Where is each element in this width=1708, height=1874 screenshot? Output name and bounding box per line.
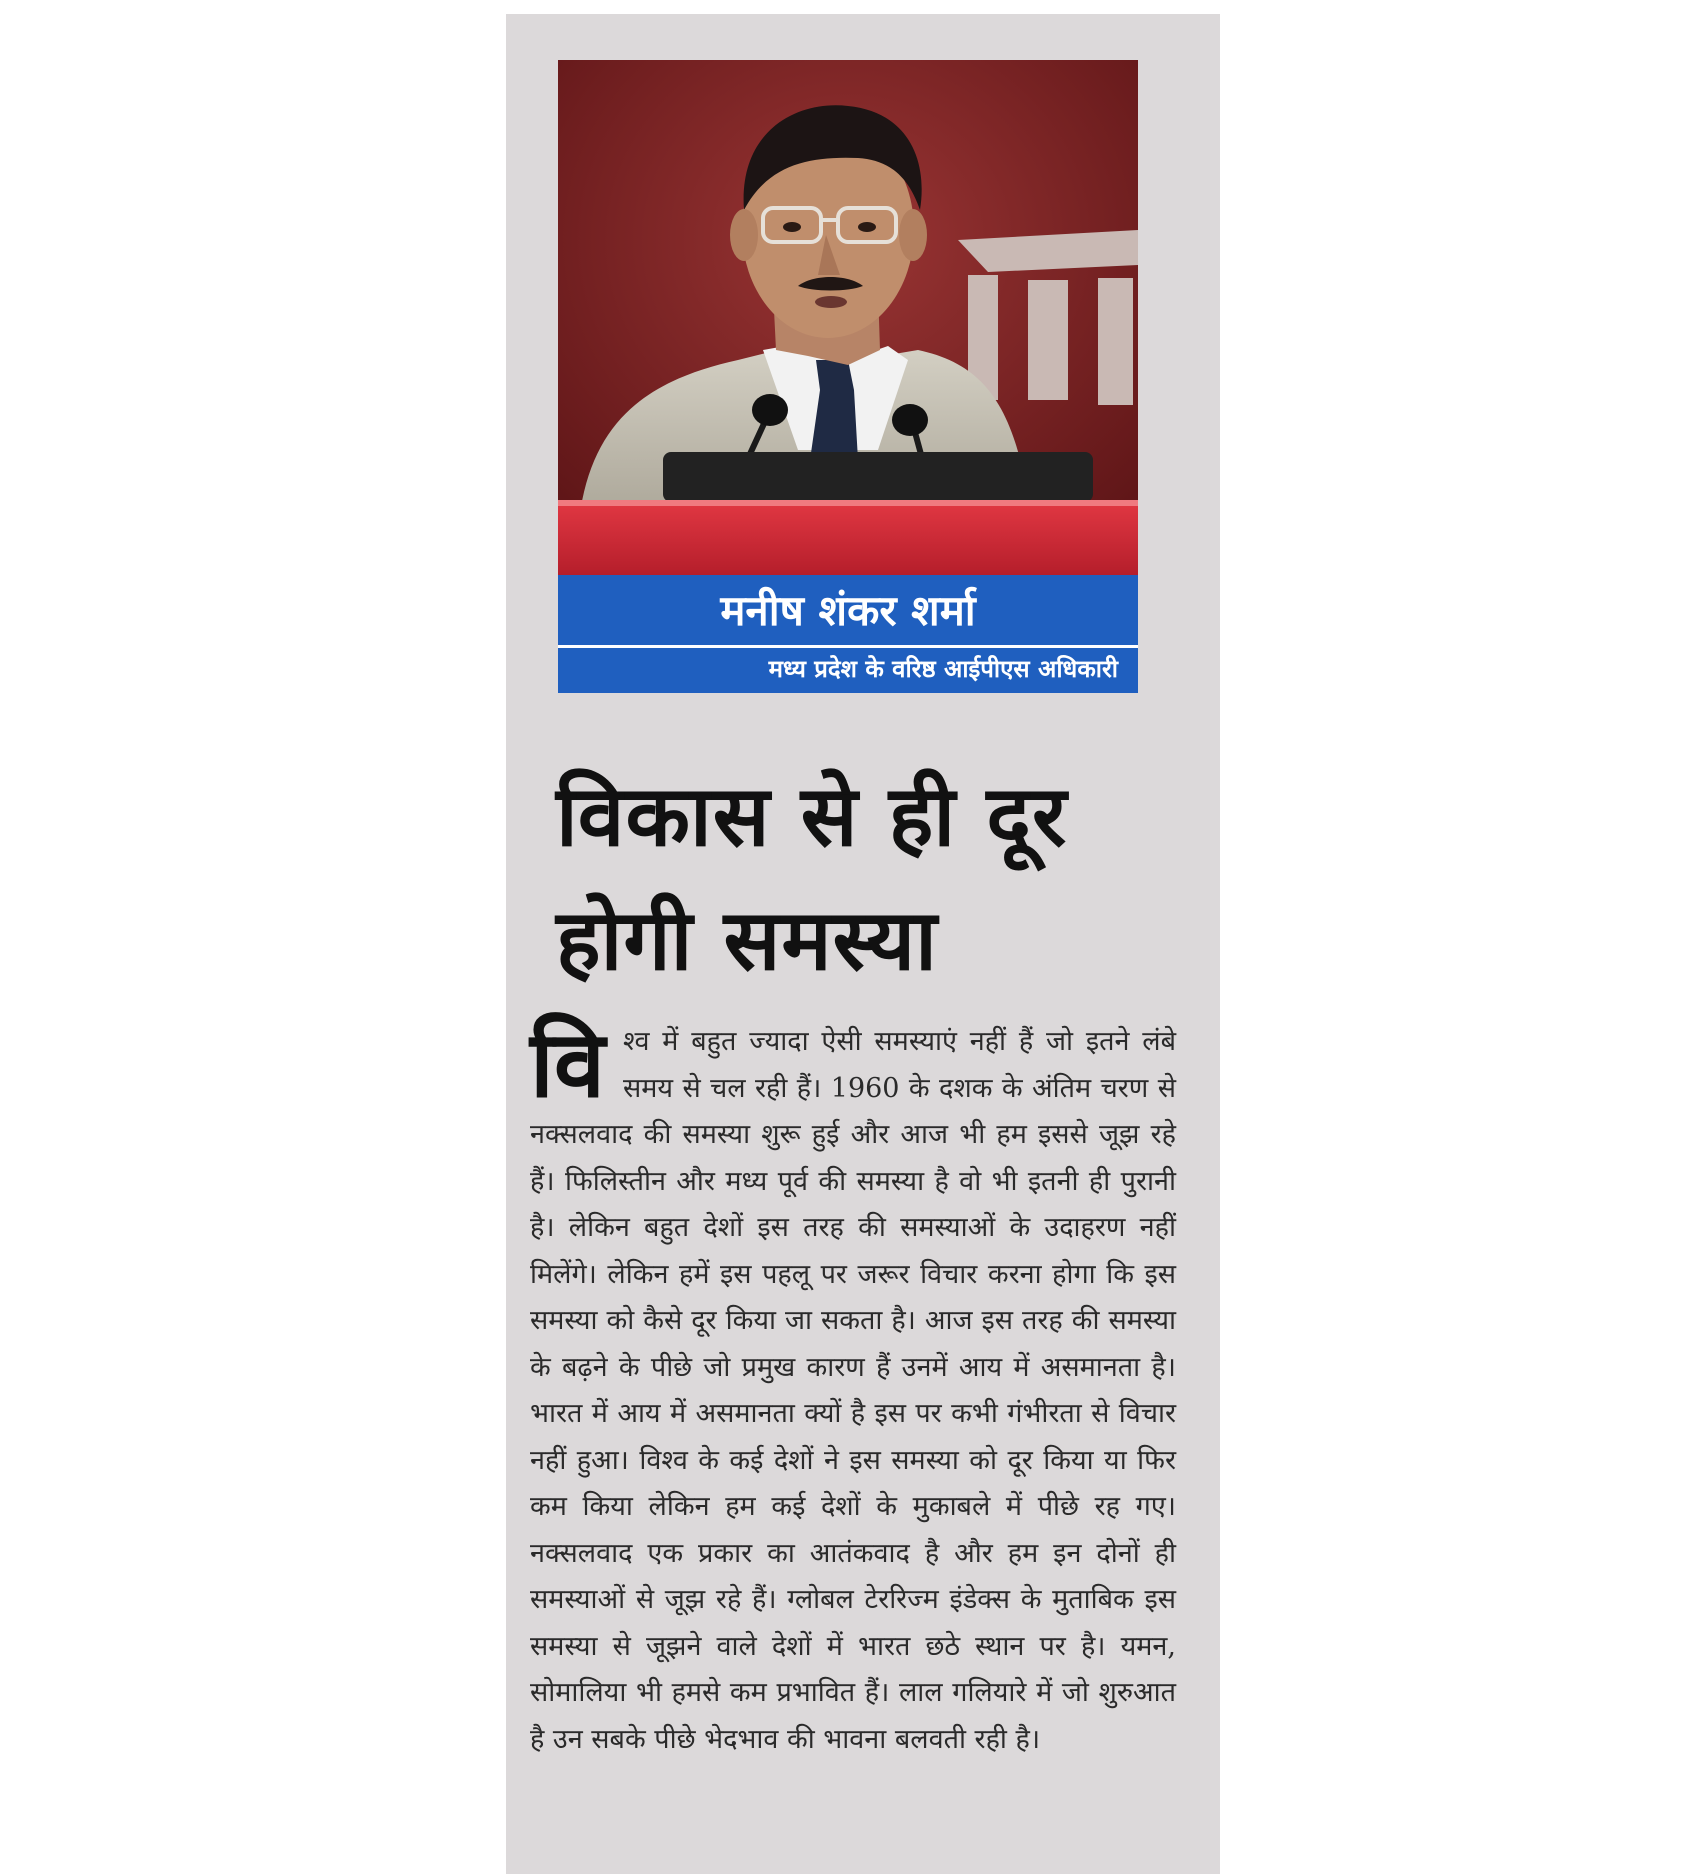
article-body	[530, 1011, 1176, 1763]
author-photo	[558, 60, 1138, 575]
caption-divider	[558, 645, 1138, 648]
drop-cap: वि	[530, 1011, 605, 1118]
author-caption	[558, 575, 1138, 693]
article-text: श्व में बहुत ज्यादा ऐसी समस्याएं नहीं हैं जो इतने लंबे समय से चल रही हैं। 1960 के दशक के अंतिम चरण से नक्सलवाद की समस्या शुरू हुई और आज भी हम इससे जूझ रहे हैं। फिलिस्तीन और मध्य पूर्व की समस्या है वो भी इतनी ही पुरानी है। लेकिन बहुत देशों इस तरह की समस्याओं के उदाहरण नहीं मिलेंगे। लेकिन हमें इस पहलू पर जरूर विचार करना होगा कि इस समस्या को कैसे दूर किया जा सकता है। आज इस तरह की समस्या के बढ़ने के पीछे जो प्रमुख कारण हैं उनमें आय में असमानता है। भारत में आय में असमानता क्यों है इस पर कभी गंभीरता से विचार नहीं हुआ। विश्व के कई देशों ने इस समस्या को दूर किया या फिर कम किया लेकिन हम कई देशों के मुकाबले में पीछे रह गए। नक्सलवाद एक प्रकार का आतंकवाद है और हम इन दोनों ही समस्याओं से जूझ रहे हैं। ग्लोबल टेररिज्म इंडेक्स के मुताबिक इस समस्या से जूझने वाले देशों में भारत छठे स्थान पर है। यमन, सोमालिया भी हमसे कम प्रभावित हैं। लाल गलियारे में जो शुरुआत है उन सबके पीछे भेदभाव की भावना बलवती रही है।	[530, 1026, 1176, 1755]
article-headline: विकास से ही दूर होगी समस्या	[556, 767, 1068, 989]
author-designation: मध्य प्रदेश के वरिष्ठ आईपीएस अधिकारी	[768, 655, 1118, 683]
author-name: मनीष शंकर शर्मा	[720, 586, 976, 635]
newspaper-clipping	[506, 14, 1220, 1874]
